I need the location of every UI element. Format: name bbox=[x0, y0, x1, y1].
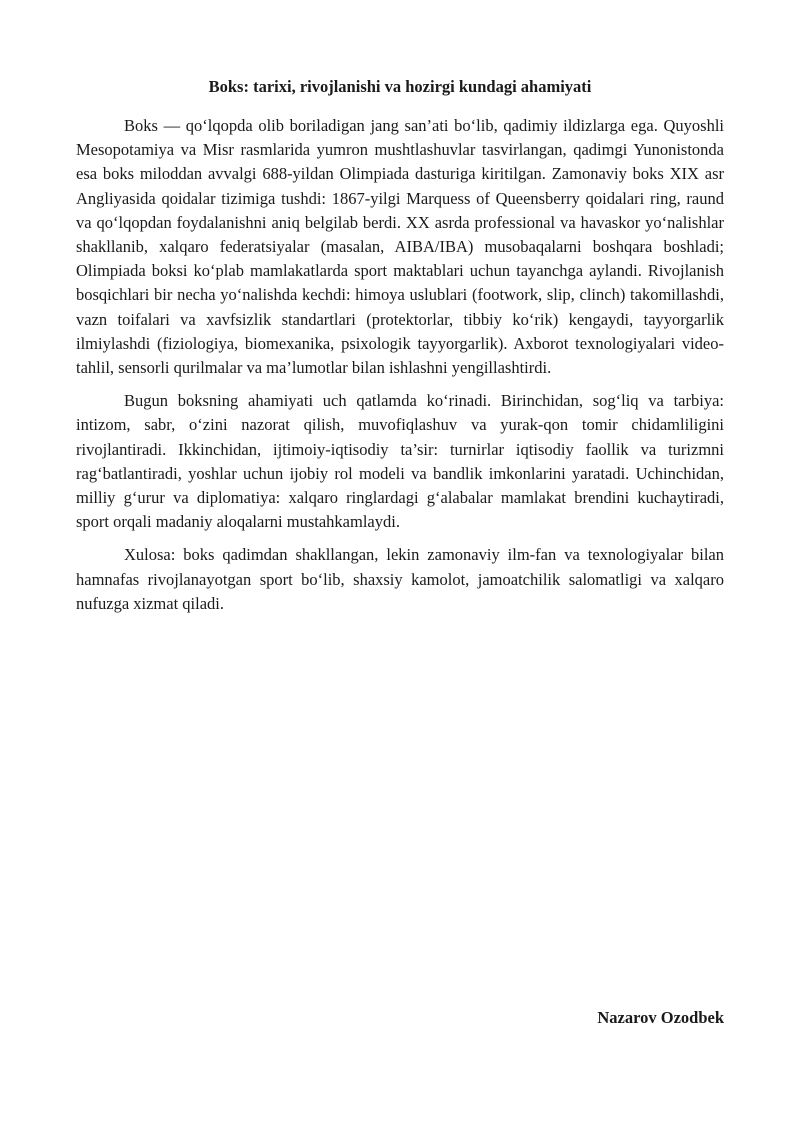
author-name: Nazarov Ozodbek bbox=[597, 1008, 724, 1027]
paragraph-history: Boks — qo‘lqopda olib boriladigan jang san’ati bo‘lib, qadimiy ildizlarga ega. Quyoshli Mesopotamiya va Misr rasmlarida yumron mushtlashuvlar tasvirlangan, qadimgi Yunonistonda esa boks miloddan avvalgi 688-yildan Olimpiada dasturiga kiritilgan. Zamonaviy boks XIX asr Angliyasida qoidalar tizimiga tushdi: 1867-yilgi Marquess of Queensberry qoidalari ring, raund va qo‘lqopdan foydalanishni aniq belgilab berdi. XX asrda professional va havaskor yo‘nalishlar shakllanib, xalqaro federatsiyalar (masalan, AIBA/IBA) musobaqalarni boshqara boshladi; Olimpiada boksi ko‘plab mamlakatlarda sport maktablari uchun tayanchga aylandi. Rivojlanish bosqichlari bir necha yo‘nalishda kechdi: himoya uslublari (footwork, slip, clinch) takomillashdi, vazn toifalari va xavfsizlik standartlari (protektorlar, tibbiy ko‘rik) kengaydi, tayyorgarlik ilmiylashdi (fiziologiya, biomexanika, psixologik tayyorgarlik). Axborot texnologiyalari video-tahlil, sensorli qurilmalar va ma’lumotlar bilan ishlashni yengillashtirdi. bbox=[76, 116, 724, 378]
paragraph-significance: Bugun boksning ahamiyati uch qatlamda ko‘rinadi. Birinchidan, sog‘liq va tarbiya: intizom, sabr, o‘zini nazorat qilish, muvofiqlashuv va yurak-qon tomir chidamliligini rivojlantiradi. Ikkinchidan, ijtimoiy-iqtisodiy ta’sir: turnirlar iqtisodiy faollik va turizmni rag‘batlantiradi, yoshlar uchun ijobiy rol modeli va bandlik imkonlarini yaratadi. Uchinchidan, milliy g‘urur va diplomatiya: xalqaro ringlardagi g‘alabalar mamlakat brendini kuchaytiradi, sport orqali madaniy aloqalarni mustahkamlaydi. bbox=[76, 391, 724, 532]
document-body bbox=[76, 114, 724, 625]
paragraph-conclusion: Xulosa: boks qadimdan shakllangan, lekin zamonaviy ilm-fan va texnologiyalar bilan hamnafas rivojlanayotgan sport bo‘lib, shaxsiy kamolot, jamoatchilik salomatligi va xalqaro nufuzga xizmat qiladi. bbox=[76, 545, 724, 613]
document-title: Boks: tarixi, rivojlanishi va hozirgi kundagi ahamiyati bbox=[208, 77, 592, 96]
